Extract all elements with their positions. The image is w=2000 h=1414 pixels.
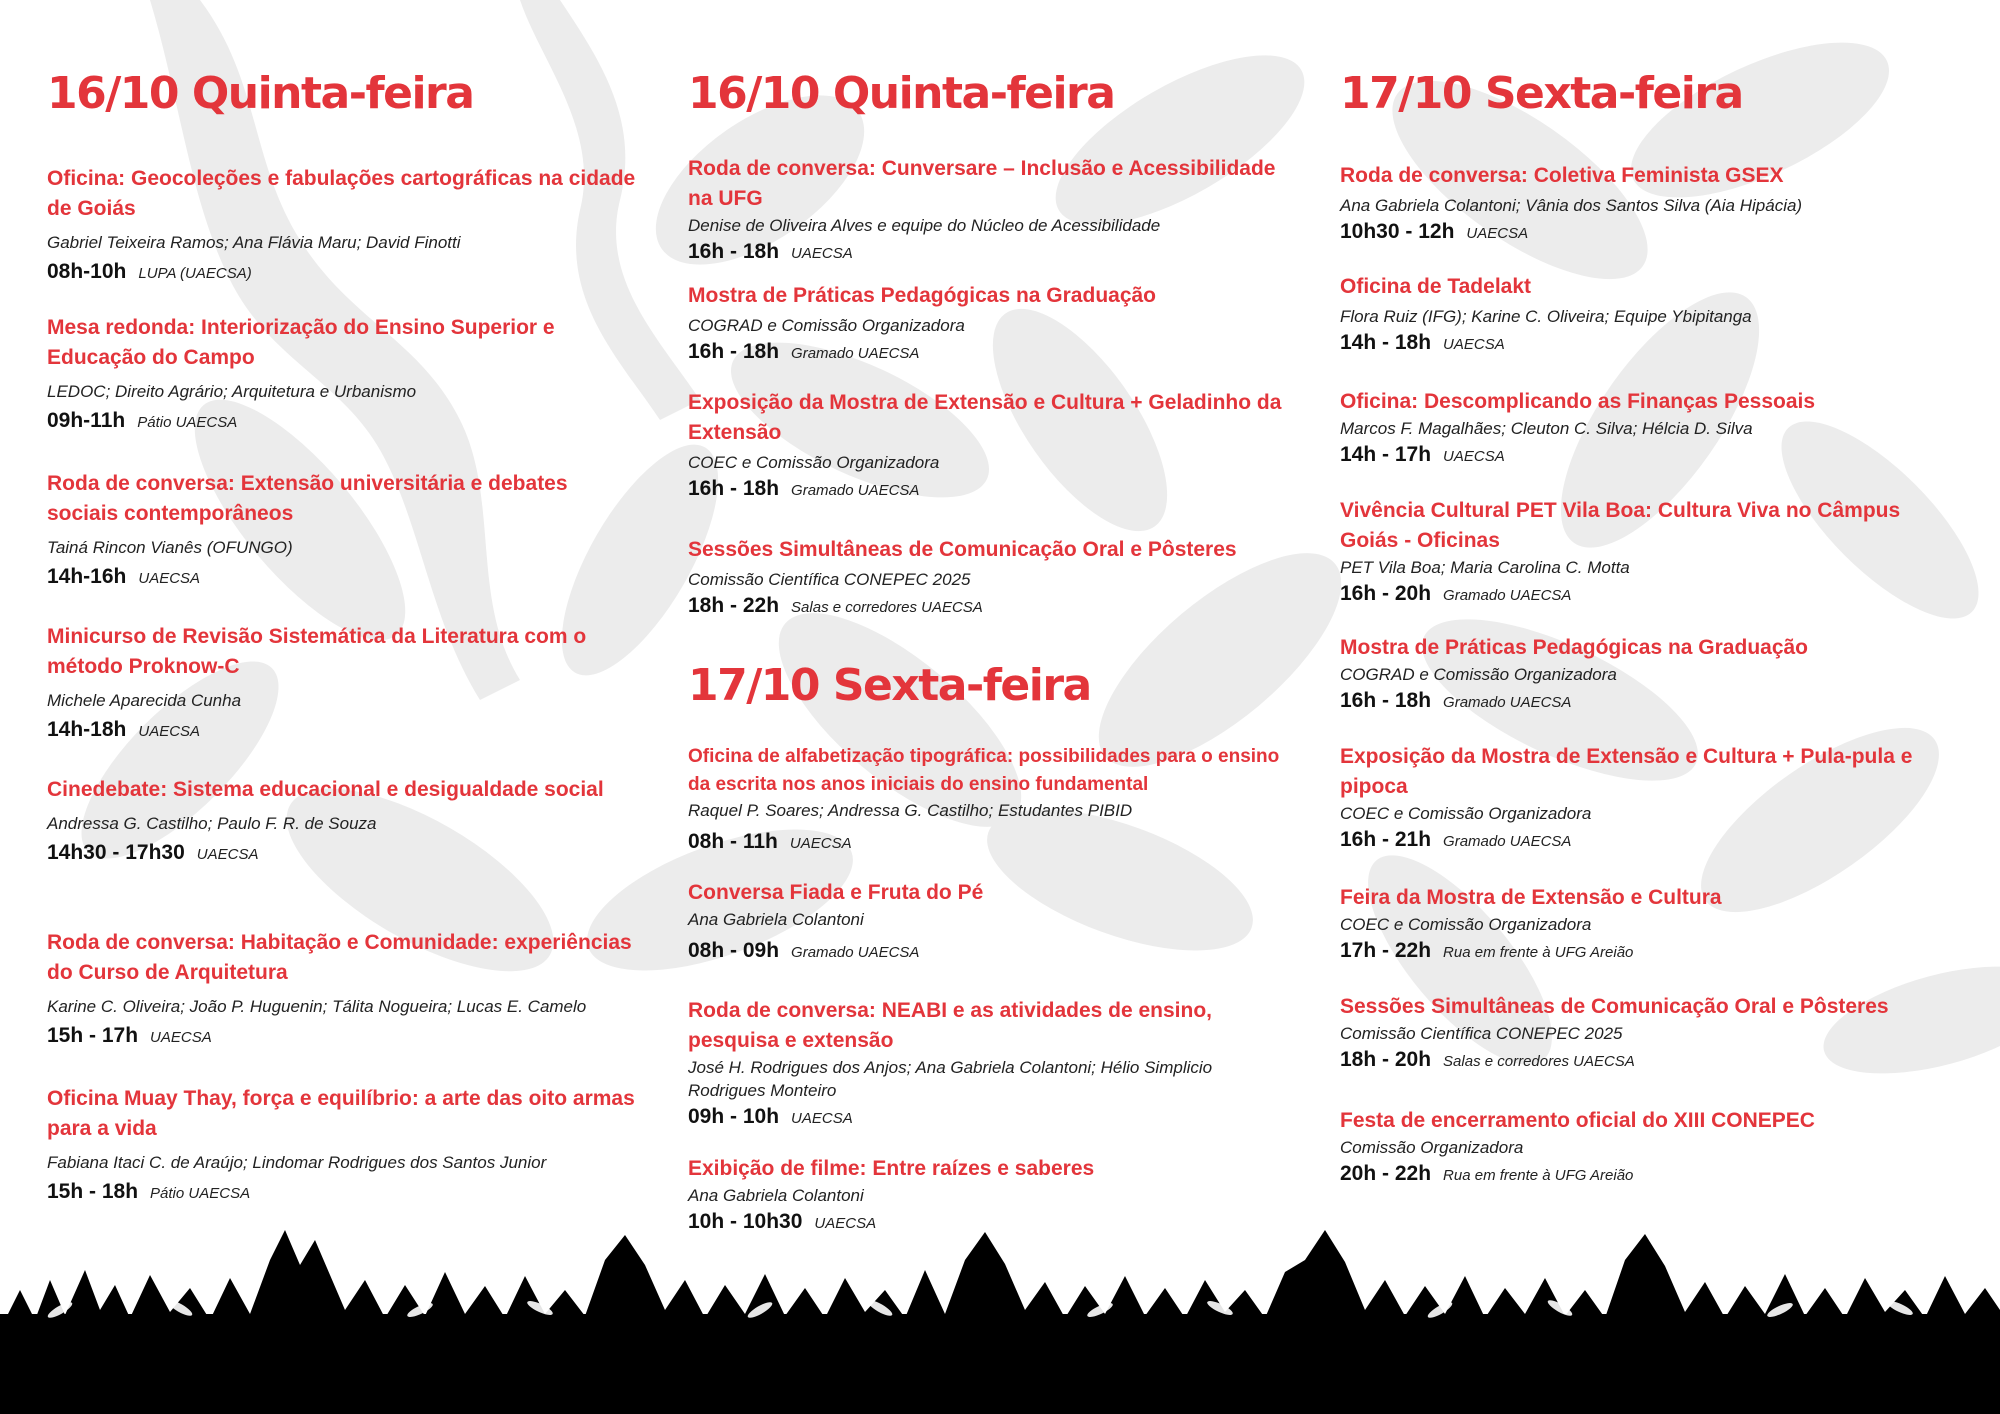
event-people: Michele Aparecida Cunha — [47, 691, 242, 710]
column-friday — [1340, 62, 1940, 1185]
event-people: Ana Gabriela Colantoni — [688, 1186, 864, 1205]
event-title: Roda de conversa: Habitação e Comunidade: experiências do Curso de Arquitetura — [47, 931, 632, 984]
event-time: 08h - 09h — [688, 939, 780, 962]
event-title: Oficina: Descomplicando as Finanças Pessoais — [1340, 390, 1816, 413]
event-meta — [47, 406, 637, 438]
event-meta — [1340, 1045, 1940, 1077]
event-people: Karine C. Oliveira; João P. Huguenin; Tálita Nogueira; Lucas E. Camelo — [47, 997, 587, 1016]
event-place: Gramado UAECSA — [791, 482, 920, 499]
event-place: Gramado UAECSA — [791, 944, 920, 961]
event-people: LEDOC; Direito Agrário; Arquitetura e Urbanismo — [47, 382, 417, 401]
day-heading: 17/10 Sexta-feira — [1340, 68, 1743, 119]
event-place: UAECSA — [1443, 448, 1505, 465]
event-title: Exposição da Mostra de Extensão e Cultura + Pula-pula e pipoca — [1340, 745, 1913, 798]
event-time: 16h - 20h — [1340, 582, 1432, 605]
event-item — [47, 469, 637, 594]
event-meta — [1340, 328, 1940, 360]
event-place: Rua em frente à UFG Areião — [1443, 1167, 1634, 1184]
event-people: Gabriel Teixeira Ramos; Ana Flávia Maru; David Finotti — [47, 233, 461, 252]
event-item — [47, 164, 637, 289]
event-place: Rua em frente à UFG Areião — [1443, 944, 1634, 961]
event-item — [1340, 387, 1940, 472]
event-item — [688, 535, 1288, 623]
event-title: Roda de conversa: Extensão universitária e debates sociais contemporâneos — [47, 472, 568, 525]
event-place: UAECSA — [1466, 225, 1529, 242]
event-item — [47, 622, 637, 747]
column-thursday-1 — [47, 62, 637, 1203]
event-meta — [1340, 440, 1940, 472]
event-people: Comissão Organizadora — [1340, 1138, 1524, 1157]
event-people: COGRAD e Comissão Organizadora — [1340, 665, 1617, 684]
event-title: Oficina de Tadelakt — [1340, 275, 1531, 298]
event-title: Oficina: Geocoleções e fabulações cartográficas na cidade de Goiás — [47, 167, 636, 220]
event-place: UAECSA — [138, 570, 201, 587]
event-place: Pátio UAECSA — [150, 1185, 251, 1202]
event-meta — [1340, 686, 1940, 718]
event-item — [688, 281, 1288, 369]
event-place: Gramado UAECSA — [1443, 587, 1572, 604]
ground-vegetation-silhouette — [0, 1230, 2000, 1414]
event-people: PET Vila Boa; Maria Carolina C. Motta — [1340, 558, 1630, 577]
event-title: Exposição da Mostra de Extensão e Cultura + Geladinho da Extensão — [688, 391, 1282, 444]
event-people: Marcos F. Magalhães; Cleuton C. Silva; Hélcia D. Silva — [1340, 419, 1753, 438]
event-title: Mostra de Práticas Pedagógicas na Graduação — [1340, 636, 1809, 659]
event-people: Comissão Científica CONEPEC 2025 — [688, 570, 971, 589]
event-time: 18h - 20h — [1340, 1048, 1432, 1071]
event-meta — [688, 474, 1288, 506]
day-heading: 16/10 Quinta-feira — [47, 68, 474, 119]
event-title: Cinedebate: Sistema educacional e desigualdade social — [47, 778, 604, 801]
event-people: COEC e Comissão Organizadora — [1340, 804, 1592, 823]
event-title: Mesa redonda: Interiorização do Ensino Superior e Educação do Campo — [47, 316, 555, 369]
event-people: José H. Rodrigues dos Anjos; Ana Gabriela Colantoni; Hélio Simplicio Rodrigues Monteiro — [688, 1058, 1213, 1100]
event-place: Salas e corredores UAECSA — [1443, 1053, 1635, 1070]
event-meta — [688, 1207, 1288, 1239]
event-place: Pátio UAECSA — [137, 414, 238, 431]
event-time: 09h-11h — [47, 409, 126, 432]
event-time: 15h - 17h — [47, 1024, 139, 1047]
event-item — [688, 996, 1288, 1134]
event-title: Vivência Cultural PET Vila Boa: Cultura Viva no Câmpus Goiás - Oficinas — [1340, 499, 1901, 552]
event-meta — [47, 1021, 637, 1053]
event-place: Salas e corredores UAECSA — [791, 599, 983, 616]
event-time: 14h - 17h — [1340, 443, 1432, 466]
event-place: LUPA (UAECSA) — [138, 265, 252, 282]
event-place: UAECSA — [791, 245, 853, 262]
event-time: 17h - 22h — [1340, 939, 1432, 962]
event-place: UAECSA — [791, 1110, 853, 1127]
event-time: 08h-10h — [47, 260, 127, 283]
event-meta — [47, 257, 637, 289]
event-people: Ana Gabriela Colantoni; Vânia dos Santos Silva (Aia Hipácia) — [1340, 196, 1803, 215]
event-people: Flora Ruiz (IFG); Karine C. Oliveira; Equipe Ybipitanga — [1340, 307, 1752, 326]
event-meta — [1340, 579, 1940, 611]
event-title: Roda de conversa: Coletiva Feminista GSEX — [1340, 164, 1784, 187]
event-place: UAECSA — [789, 835, 852, 852]
column-thursday-friday — [688, 62, 1288, 1233]
event-people: Ana Gabriela Colantoni — [688, 910, 864, 929]
event-item — [1340, 992, 1940, 1077]
event-item — [688, 743, 1288, 859]
event-title: Roda de conversa: Cunversare – Inclusão e Acessibilidade na UFG — [688, 157, 1276, 210]
event-people: Andressa G. Castilho; Paulo F. R. de Souza — [47, 814, 377, 833]
event-time: 16h - 21h — [1340, 828, 1432, 851]
event-place: Gramado UAECSA — [791, 345, 920, 362]
event-item — [688, 878, 1288, 968]
day-heading: 16/10 Quinta-feira — [688, 68, 1115, 119]
event-title: Conversa Fiada e Fruta do Pé — [688, 881, 984, 904]
event-item — [1340, 161, 1940, 249]
event-meta — [688, 936, 1288, 968]
event-people: Fabiana Itaci C. de Araújo; Lindomar Rodrigues dos Santos Junior — [47, 1153, 547, 1172]
event-item — [47, 928, 637, 1053]
event-people: Comissão Científica CONEPEC 2025 — [1340, 1024, 1623, 1043]
event-meta — [688, 237, 1288, 269]
event-item — [1340, 1106, 1940, 1191]
event-meta — [47, 715, 637, 747]
event-item — [47, 1084, 637, 1209]
event-title: Oficina de alfabetização tipográfica: possibilidades para o ensino da escrita nos anos iniciais do ensino fundamental — [688, 746, 1280, 795]
event-meta — [1340, 217, 1940, 249]
event-meta — [688, 591, 1288, 623]
event-item — [47, 775, 637, 870]
event-time: 16h - 18h — [688, 240, 780, 263]
event-time: 14h30 - 17h30 — [47, 841, 185, 864]
event-meta — [688, 337, 1288, 369]
event-title: Oficina Muay Thay, força e equilíbrio: a arte das oito armas para a vida — [47, 1087, 635, 1140]
event-title: Roda de conversa: NEABI e as atividades de ensino, pesquisa e extensão — [688, 999, 1213, 1052]
event-title: Exibição de filme: Entre raízes e saberes — [688, 1157, 1095, 1180]
event-item — [688, 154, 1288, 269]
event-meta — [688, 827, 1288, 859]
event-meta — [688, 1102, 1288, 1134]
event-time: 15h - 18h — [47, 1180, 139, 1203]
event-meta — [47, 562, 637, 594]
event-meta — [1340, 825, 1940, 857]
event-time: 08h - 11h — [688, 830, 778, 853]
event-time: 14h-16h — [47, 565, 127, 588]
event-people: Raquel P. Soares; Andressa G. Castilho; Estudantes PIBID — [688, 801, 1133, 820]
event-place: UAECSA — [814, 1215, 877, 1232]
event-time: 14h-18h — [47, 718, 127, 741]
event-item — [688, 388, 1288, 506]
event-time: 10h30 - 12h — [1340, 220, 1455, 243]
event-place: Gramado UAECSA — [1443, 694, 1572, 711]
event-time: 16h - 18h — [1340, 689, 1432, 712]
event-title: Festa de encerramento oficial do XIII CONEPEC — [1340, 1109, 1815, 1132]
event-meta — [1340, 1159, 1940, 1191]
event-time: 16h - 18h — [688, 477, 780, 500]
event-time: 09h - 10h — [688, 1105, 780, 1128]
event-people: COGRAD e Comissão Organizadora — [688, 316, 965, 335]
event-item — [1340, 633, 1940, 718]
day-heading: 17/10 Sexta-feira — [688, 660, 1091, 711]
event-people: COEC e Comissão Organizadora — [1340, 915, 1592, 934]
event-meta — [47, 838, 637, 870]
event-time: 16h - 18h — [688, 340, 780, 363]
event-place: UAECSA — [196, 846, 259, 863]
event-time: 18h - 22h — [688, 594, 780, 617]
event-place: UAECSA — [150, 1029, 212, 1046]
event-people: Denise de Oliveira Alves e equipe do Núcleo de Acessibilidade — [688, 216, 1161, 235]
event-item — [1340, 496, 1940, 611]
event-item — [1340, 272, 1940, 360]
event-title: Mostra de Práticas Pedagógicas na Graduação — [688, 284, 1157, 307]
event-title: Sessões Simultâneas de Comunicação Oral e Pôsteres — [688, 538, 1237, 561]
event-item — [688, 1154, 1288, 1239]
event-title: Feira da Mostra de Extensão e Cultura — [1340, 886, 1722, 909]
event-time: 10h - 10h30 — [688, 1210, 803, 1233]
event-place: UAECSA — [1443, 336, 1505, 353]
event-time: 14h - 18h — [1340, 331, 1432, 354]
event-place: Gramado UAECSA — [1443, 833, 1572, 850]
event-item — [1340, 742, 1940, 857]
event-time: 20h - 22h — [1340, 1162, 1432, 1185]
event-meta — [47, 1177, 637, 1209]
event-place: UAECSA — [138, 723, 201, 740]
event-people: Tainá Rincon Vianês (OFUNGO) — [47, 538, 293, 557]
event-title: Minicurso de Revisão Sistemática da Literatura com o método Proknow-C — [47, 625, 587, 678]
event-meta — [1340, 936, 1940, 968]
event-item — [47, 313, 637, 438]
event-item — [1340, 883, 1940, 968]
event-title: Sessões Simultâneas de Comunicação Oral e Pôsteres — [1340, 995, 1889, 1018]
event-people: COEC e Comissão Organizadora — [688, 453, 940, 472]
